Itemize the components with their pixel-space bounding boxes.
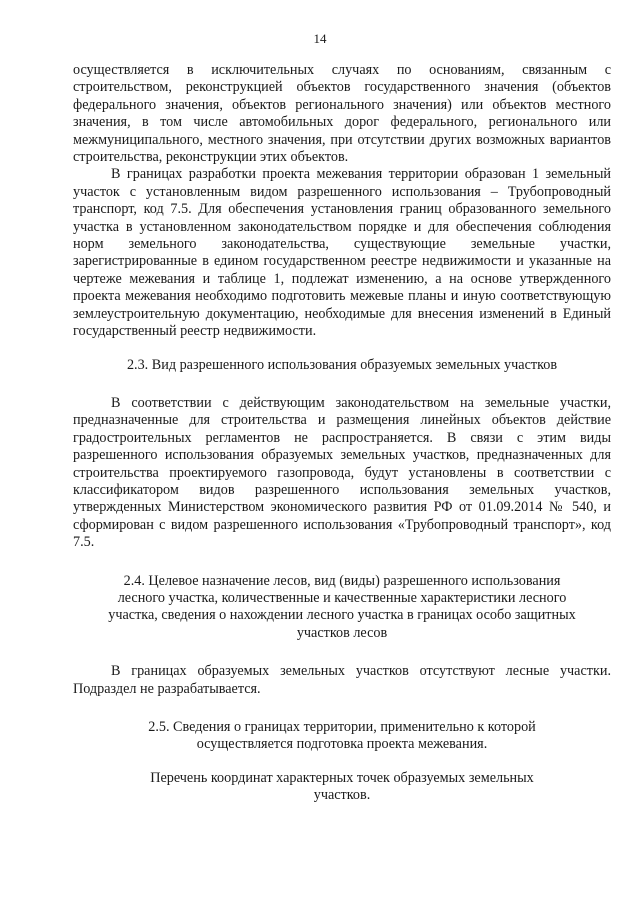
paragraph-land-plot-formation: В границах разработки проекта межевания территории образован 1 земельный участок с установленным видом разрешенного использования – Трубопроводный транспорт, код 7.5. Для обеспечения установления границ образованного земельного участка в установленном законодательством порядке и для обеспечения соблюдения норм земельного законодательства, существующие земельные участки, зарегистрированные в едином государственном реестре недвижимости и указанные на чертеже межевания и таблице 1, подлежат изменению, а на основе утвержденного проекта межевания необходимо подготовить межевые планы и иную соответствующую землеустроительную документацию, необходимые для внесения изменений в Единый государственный реестр недвижимости. — [73, 166, 611, 340]
document-body — [73, 62, 611, 805]
coordinates-list-heading: Перечень координат характерных точек образуемых земельных участков. — [150, 769, 534, 804]
page-number: 14 — [313, 31, 327, 46]
paragraph-forest-plots: В границах образуемых земельных участков отсутствуют лесные участки. Подраздел не разрабатывается. — [73, 663, 611, 697]
paragraph-permitted-use: В соответствии с действующим законодательством на земельные участки, предназначенные для строительства и размещения линейных объектов действие градостроительных регламентов не распространяется. В связи с этим виды разрешенного использования образуемых земельных участков, предназначенных для строительства проектируемого газопровода, будут установлены в соответствии с классификатором видов разрешенного использования земельных участков, утвержденных Министерством экономического развития РФ от 01.09.2014 № 540, и сформирован с видом разрешенного использования «Трубопроводный транспорт», код 7.5. — [73, 394, 611, 551]
section-heading-2-3: 2.3. Вид разрешенного использования образуемых земельных участков — [126, 356, 558, 373]
paragraph-continuation: осуществляется в исключительных случаях по основаниям, связанным с строительством, реконструкцией объектов государственного значения (объектов федерального значения, объектов регионального значения) или объектов местного значения, в том числе автомобильных дорог федерального, регионального или межмуниципального, местного значения, при отсутствии других возможных вариантов строительства, реконструкции этих объектов. — [73, 62, 611, 166]
section-heading-2-5: 2.5. Сведения о границах территории, применительно к которой осуществляется подготовка проекта межевания. — [148, 719, 536, 753]
section-heading-2-4: 2.4. Целевое назначение лесов, вид (виды) разрешенного использования лесного участка, количественные и качественные характеристики лесного участка, сведения о нахождении лесного участка в границах особо защитных участков лесов — [108, 572, 576, 641]
